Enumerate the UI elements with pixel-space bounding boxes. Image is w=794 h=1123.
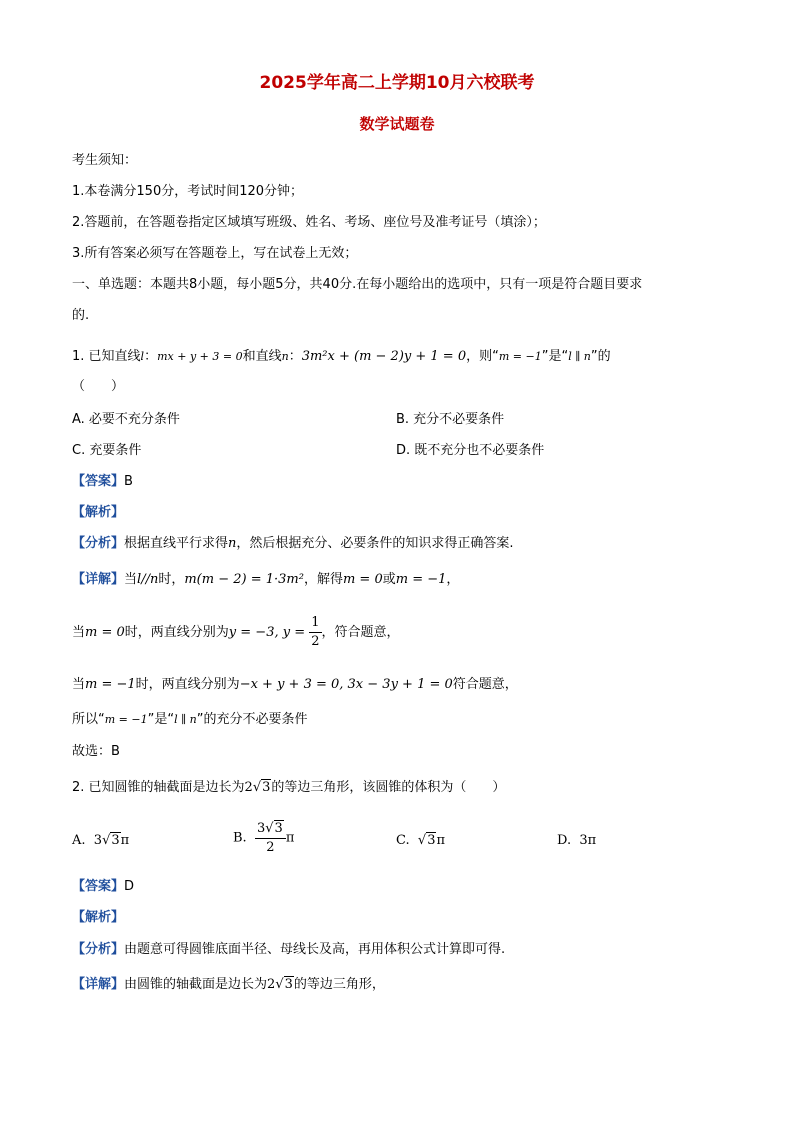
- q1-option-c: C. 充要条件: [72, 443, 142, 458]
- exam-title: 2025学年高二上学期10月六校联考: [259, 73, 535, 93]
- fenxi-tag: 【分析】: [72, 942, 125, 957]
- q1-eq1: mx + y + 3 = 0: [157, 350, 243, 363]
- option-b-label: B.: [233, 830, 247, 846]
- q1-xj2-m: m = 0: [85, 625, 125, 640]
- q2-detail: 【详解】由圆锥的轴截面是边长为2√3的等边三角形，: [72, 977, 385, 992]
- q1-detail-3: [72, 676, 518, 694]
- option-b-coef: 3: [256, 821, 266, 836]
- q2-xj-radicand: 3: [284, 977, 293, 992]
- q1-xj1-par: l//n: [137, 572, 159, 587]
- q1-xj4-m: m = −1: [104, 713, 148, 726]
- q2-answer: [72, 878, 134, 896]
- q1-fenxi: [72, 535, 514, 553]
- q1-xj1-c: ，解得: [303, 572, 343, 587]
- q1-text-c: ，则“: [466, 349, 499, 364]
- q1-colon-2: ：: [288, 349, 302, 364]
- q2-coef: 2: [244, 780, 253, 795]
- option-a-radicand: 3: [111, 833, 120, 848]
- notice-item-2: 2.答题前，在答题卷指定区域填写班级、姓名、考场、座位号及准考证号（填涂）；: [72, 215, 546, 230]
- option-c-label: C.: [396, 833, 410, 848]
- q1-text-a: 1. 已知直线: [72, 349, 141, 364]
- q1-eq2: 3m²x + (m − 2)y + 1 = 0: [301, 349, 467, 364]
- q2-xj-a: 由圆锥的轴截面是边长为: [124, 977, 268, 992]
- q1-text-d: ”是“: [541, 349, 569, 364]
- q2-option-c: C. √3π: [396, 833, 446, 848]
- q2-answer-value: D: [124, 879, 135, 894]
- option-a-pi: π: [120, 833, 130, 848]
- q1-stem: [72, 348, 611, 366]
- q1-xj2-a: 当: [72, 625, 86, 640]
- option-a-coef: 3: [93, 833, 103, 848]
- q1-xj3-a: 当: [72, 677, 86, 692]
- q1-option-d: D. 既不充分也不必要条件: [396, 443, 545, 458]
- section-instruction: 一、单选题：本题共8小题，每小题5分，共40分.在每小题给出的选项中，只有一项是符合题目要求: [72, 277, 643, 292]
- q1-parallel: l ∥ n: [568, 350, 591, 363]
- notice-item-3: 3.所有答案必须写在答题卷上，写在试卷上无效；: [72, 246, 358, 261]
- q2-analysis-tag: [72, 909, 124, 927]
- q1-line-l: l: [140, 350, 145, 363]
- q2-option-a: A. 3√3π: [72, 833, 130, 848]
- q1-answer: [72, 473, 133, 491]
- q1-xj3-m: m = −1: [85, 677, 136, 692]
- q1-xj3-eq: −x + y + 3 = 0, 3x − 3y + 1 = 0: [239, 677, 453, 692]
- option-c-radicand: 3: [427, 833, 436, 848]
- q1-detail-4: [72, 711, 308, 729]
- q1-xj2-eq: y = −3, y =: [228, 625, 306, 640]
- q2-fenxi: [72, 941, 505, 959]
- q2-option-b: [233, 820, 294, 857]
- q1-xj1-d: 或: [382, 572, 396, 587]
- q1-cond: m = −1: [498, 350, 542, 363]
- xiangjie-tag: 【详解】: [72, 977, 125, 992]
- q1-xj4-b: ”是“: [147, 712, 175, 727]
- q1-analysis-tag: [72, 504, 124, 522]
- q1-text-b: 和直线: [242, 349, 282, 364]
- q1-text-e: ”的: [590, 349, 611, 364]
- fenxi-tag: 【分析】: [72, 536, 125, 551]
- q1-fenxi-b: ，然后根据充分、必要条件的知识求得正确答案.: [236, 536, 514, 551]
- xiangjie-tag: 【详解】: [72, 572, 125, 587]
- q1-answer-value: B: [124, 474, 133, 489]
- q1-detail-1: [72, 571, 459, 589]
- fraction-denominator: 2: [311, 634, 320, 649]
- option-b-pi: π: [285, 830, 295, 846]
- q1-xj3-c: 符合题意，: [452, 677, 518, 692]
- q2-option-d: [557, 832, 596, 850]
- analysis-tag: 【解析】: [72, 505, 125, 520]
- notice-heading: 考生须知：: [72, 153, 138, 168]
- option-b-denominator: 2: [266, 840, 275, 855]
- q2-stem: 2. 已知圆锥的轴截面是边长为2√3的等边三角形，该圆锥的体积为（ ）: [72, 780, 506, 795]
- answer-tag: 【答案】: [72, 879, 125, 894]
- q1-xj2-fraction: [309, 614, 321, 651]
- answer-tag: 【答案】: [72, 474, 125, 489]
- section-instruction-cont: 的.: [72, 308, 90, 323]
- q1-xj3-b: 时，两直线分别为: [135, 677, 240, 692]
- q2-text-b: 的等边三角形，该圆锥的体积为（ ）: [271, 780, 506, 795]
- q2-xj-coef: 2: [267, 977, 276, 992]
- q1-choice: 故选：B: [72, 744, 120, 759]
- q1-xj1-s1: m = 0: [342, 572, 383, 587]
- option-d-value: 3π: [579, 833, 597, 848]
- q1-option-a: A. 必要不充分条件: [72, 412, 180, 427]
- q1-option-b: B. 充分不必要条件: [396, 412, 505, 427]
- q1-xj1-e: ，: [446, 572, 460, 587]
- q1-xj1-b: 时，: [158, 572, 185, 587]
- fraction-numerator: 1: [309, 614, 321, 633]
- option-b-radicand: 3: [274, 821, 283, 836]
- q1-fenxi-a: 根据直线平行求得: [124, 536, 229, 551]
- q1-xj2-c: ，符合题意，: [321, 625, 400, 640]
- q2-radicand: 3: [262, 780, 271, 795]
- notice-item-1: 1.本卷满分150分，考试时间120分钟；: [72, 184, 304, 199]
- option-a-label: A.: [72, 833, 86, 848]
- q1-xj1-eq: m(m − 2) = 1·3m²: [184, 572, 304, 587]
- option-c-pi: π: [436, 833, 446, 848]
- analysis-tag: 【解析】: [72, 910, 125, 925]
- q1-xj1-a: 当: [124, 572, 138, 587]
- q2-xj-b: 的等边三角形，: [293, 977, 385, 992]
- exam-subtitle: 数学试题卷: [359, 115, 435, 133]
- q2-fenxi-text: 由题意可得圆锥底面半径、母线长及高，再用体积公式计算即可得.: [124, 942, 506, 957]
- q1-xj4-par: l ∥ n: [174, 713, 197, 726]
- q1-line-n: n: [281, 350, 289, 363]
- q1-xj1-s2: m = −1: [395, 572, 447, 587]
- q1-fenxi-n: n: [228, 536, 237, 551]
- q1-blank: （ ）: [72, 379, 125, 394]
- option-d-label: D.: [557, 833, 572, 848]
- q1-detail-2: [72, 614, 400, 652]
- q1-xj4-c: ”的充分不必要条件: [196, 712, 308, 727]
- q1-xj2-b: 时，两直线分别为: [124, 625, 229, 640]
- q2-text-a: 2. 已知圆锥的轴截面是边长为: [72, 780, 245, 795]
- q1-colon: ：: [144, 349, 158, 364]
- option-b-fraction: $\frac{3√3}{2}$: [255, 820, 286, 857]
- q1-xj4-a: 所以“: [72, 712, 105, 727]
